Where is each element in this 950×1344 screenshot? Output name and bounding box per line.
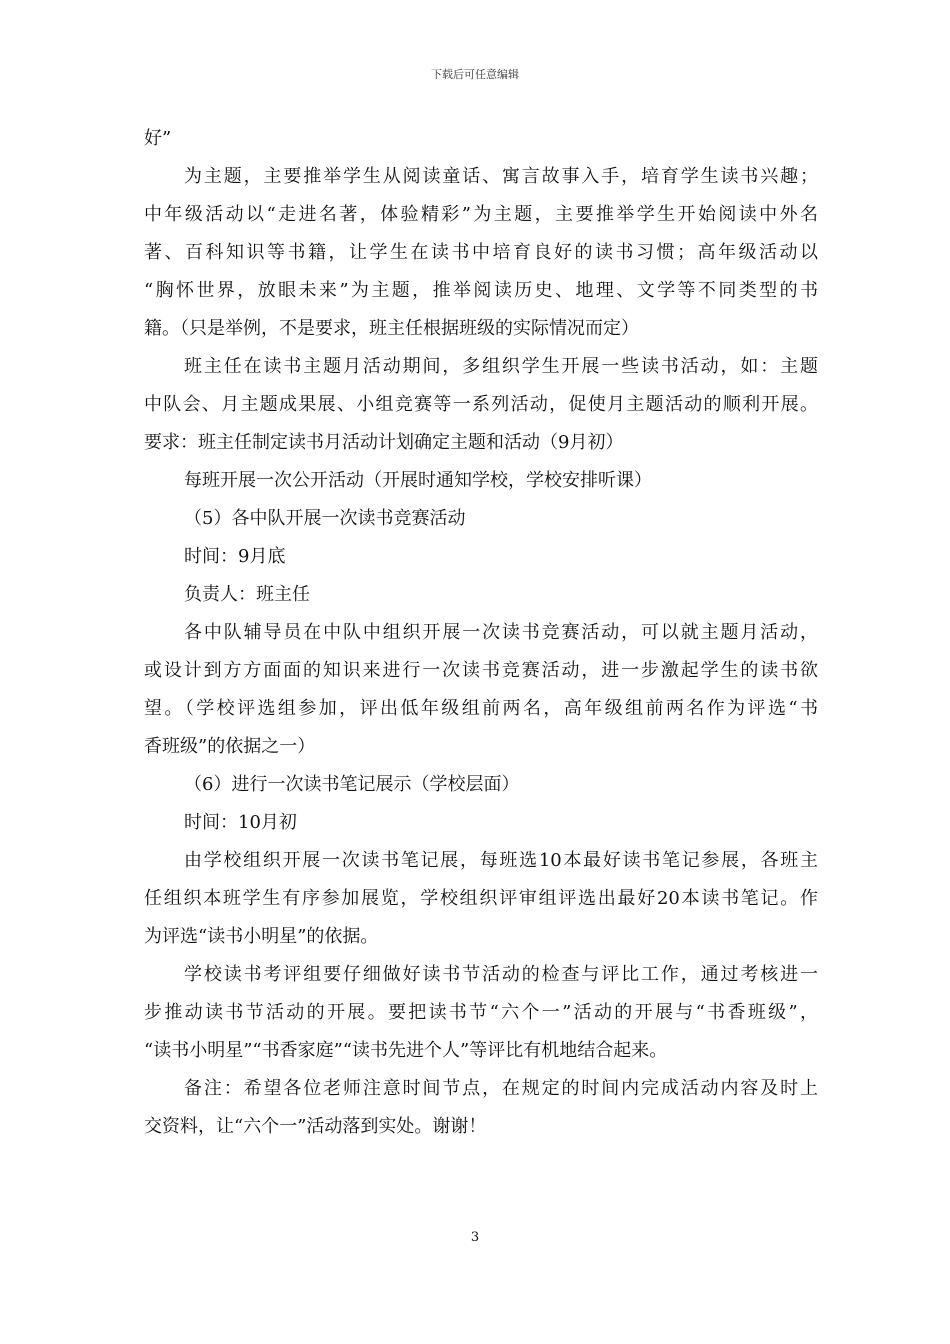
text-line: 各中队辅导员在中队中组织开展一次读书竞赛活动，可以就主题月活动， bbox=[184, 622, 818, 643]
text-line: （5）各中队开展一次读书竞赛活动 bbox=[184, 508, 466, 529]
text-line: 要求：班主任制定读书月活动计划确定主题和活动（9月初） bbox=[144, 432, 624, 453]
text-line: 著、百科知识等书籍，让学生在读书中培育良好的读书习惯；高年级活动以 bbox=[144, 242, 818, 263]
text-line: 中队会、月主题成果展、小组竞赛等一系列活动，促使月主题活动的顺利开展。 bbox=[144, 394, 818, 415]
text-line: 由学校组织开展一次读书笔记展，每班选10本最好读书笔记参展，各班主 bbox=[184, 850, 818, 871]
page-number: 3 bbox=[470, 1230, 480, 1245]
text-line: 时间：10月初 bbox=[184, 812, 297, 833]
text-line: 为主题，主要推举学生从阅读童话、寓言故事入手，培育学生读书兴趣； bbox=[184, 166, 818, 187]
text-line: 望。（学校评选组参加，评出低年级组前两名，高年级组前两名作为评选“书 bbox=[144, 698, 818, 719]
text-line: “读书小明星”“书香家庭”“读书先进个人”等评比有机地结合起来。 bbox=[144, 1040, 668, 1061]
text-line: 为评选“读书小明星”的依据。 bbox=[144, 926, 379, 947]
text-line: 交资料，让“六个一”活动落到实处。谢谢！ bbox=[144, 1116, 487, 1137]
text-line: 每班开展一次公开活动（开展时通知学校，学校安排听课） bbox=[184, 470, 652, 491]
text-line: 或设计到方方面面的知识来进行一次读书竞赛活动，进一步激起学生的读书欲 bbox=[144, 660, 818, 681]
text-line: 时间：9月底 bbox=[184, 546, 286, 567]
text-line: 香班级”的依据之一） bbox=[144, 736, 316, 757]
text-line: 备注：希望各位老师注意时间节点，在规定的时间内完成活动内容及时上 bbox=[184, 1078, 818, 1099]
text-line: 负责人：班主任 bbox=[184, 584, 310, 605]
text-line: 步推动读书节活动的开展。要把读书节“六个一”活动的开展与“书香班级”， bbox=[144, 1002, 818, 1023]
page-header-note: 下载后可任意编辑 bbox=[431, 68, 519, 81]
text-line: 籍。（只是举例，不是要求，班主任根据班级的实际情况而定） bbox=[144, 318, 639, 339]
text-line: 中年级活动以“走进名著，体验精彩”为主题，主要推举学生开始阅读中外名 bbox=[144, 204, 818, 225]
text-line: 好” bbox=[144, 128, 172, 149]
text-line: “胸怀世界，放眼未来”为主题，推举阅读历史、地理、文学等不同类型的书 bbox=[144, 280, 818, 301]
document-body bbox=[144, 120, 818, 1146]
text-line: （6）进行一次读书笔记展示（学校层面） bbox=[184, 774, 520, 795]
text-line: 学校读书考评组要仔细做好读书节活动的检查与评比工作，通过考核进一 bbox=[184, 964, 818, 985]
text-line: 班主任在读书主题月活动期间，多组织学生开展一些读书活动，如：主题 bbox=[184, 356, 818, 377]
text-line: 任组织本班学生有序参加展览，学校组织评审组评选出最好20本读书笔记。作 bbox=[144, 888, 818, 909]
